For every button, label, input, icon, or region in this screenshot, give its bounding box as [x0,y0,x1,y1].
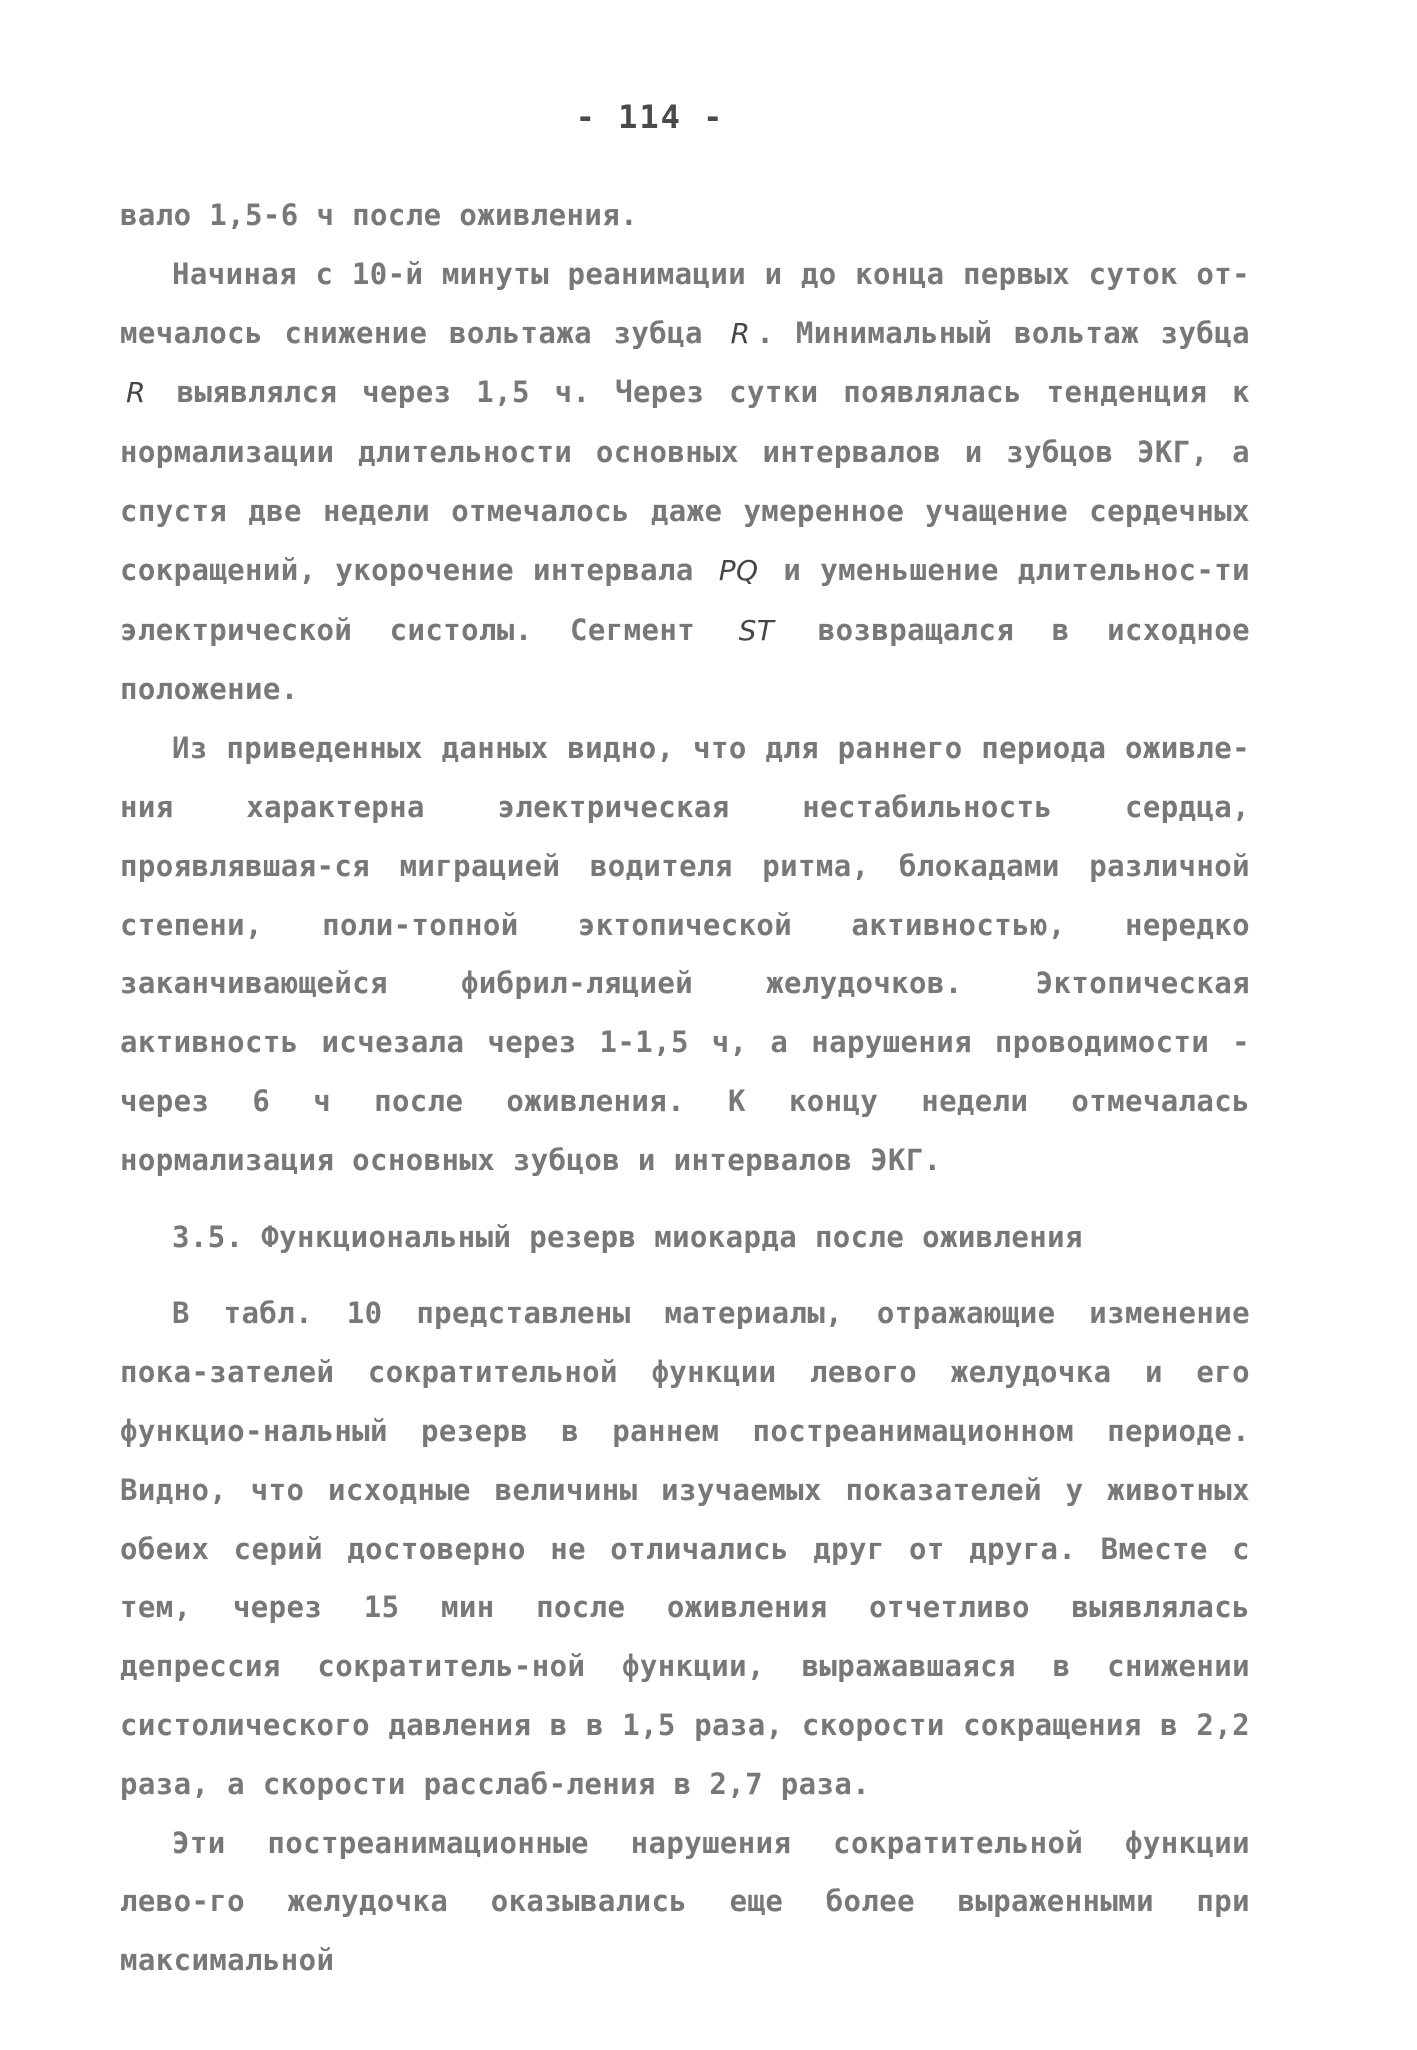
paragraph-text: и уменьшение длительнос-ти электрической систолы. Сегмент [120,552,1250,647]
paragraph-text: выявлялся через 1,5 ч. Через сутки появлялась тенденция к нормализации длительности основных интервалов и зубцов ЭКГ, а спустя две недели отмечалось даже умеренное учащение сердечных сокращений, укорочение интервала [120,375,1250,587]
paragraph-ecg [120,245,1250,719]
paragraph-text: Начиная с 10-й минуты реанимации и до конца первых суток от-мечалось снижение вольтажа зубца [120,256,1250,350]
page-number: - 114 - [575,98,725,136]
paragraph-text: В табл. 10 представлены материалы, отражающие изменение пока-зателей сократительной функции левого желудочка и его функцио-нальный резерв в раннем постреанимационном периоде. Видно, что исходные величины изучаемых показателей у животных обеих серий достоверно не отличались друг от друга. Вместе с тем, через 15 мин после оживления отчетливо выявлялась депрессия сократитель-ной функции, выражавшаяся в снижении систолического давления в в 1,5 раза, скорости сокращения в 2,2 раза, а скорости расслаб-ления в 2,7 раза. [120,1296,1250,1801]
handwritten-label-st: ST [738,613,775,647]
paragraph-text: Из приведенных данных видно, что для раннего периода оживле-ния характерна электрическая нестабильность сердца, проявлявшая-ся миграцией водителя ритма, блокадами различной степени, поли-топной эктопической активностью, нередко заканчивающейся фибрил-ляцией желудочков. Эктопическая активность исчезала через 1-1,5 ч, а нарушения проводимости - через 6 ч после оживления. К концу недели отмечалась нормализация основных зубцов и интервалов ЭКГ. [120,731,1250,1177]
paragraph-final [120,1814,1250,1990]
paragraph-continuation [120,186,1250,245]
paragraph-text: возвращался в исходное положение. [120,612,1250,707]
handwritten-label-r: R [126,376,146,410]
handwritten-label-r: R [730,316,751,350]
paragraph-text: . Минимальный вольтаж зубца [756,315,1250,350]
paragraph-text: вало 1,5-6 ч после оживления. [120,198,638,232]
section-heading-text: 3.5. Функциональный резерв миокарда после оживления [172,1219,1083,1254]
paragraph-conclusion [120,719,1250,1189]
handwritten-label-pq: PQ [718,553,759,587]
section-heading [120,1208,1250,1267]
body-text [120,186,1250,1990]
paragraph-text: Эти постреанимационные нарушения сократительной функции лево-го желудочка оказывались еще более выраженными при максимальной [120,1825,1250,1978]
paragraph-table-10 [120,1284,1250,1813]
